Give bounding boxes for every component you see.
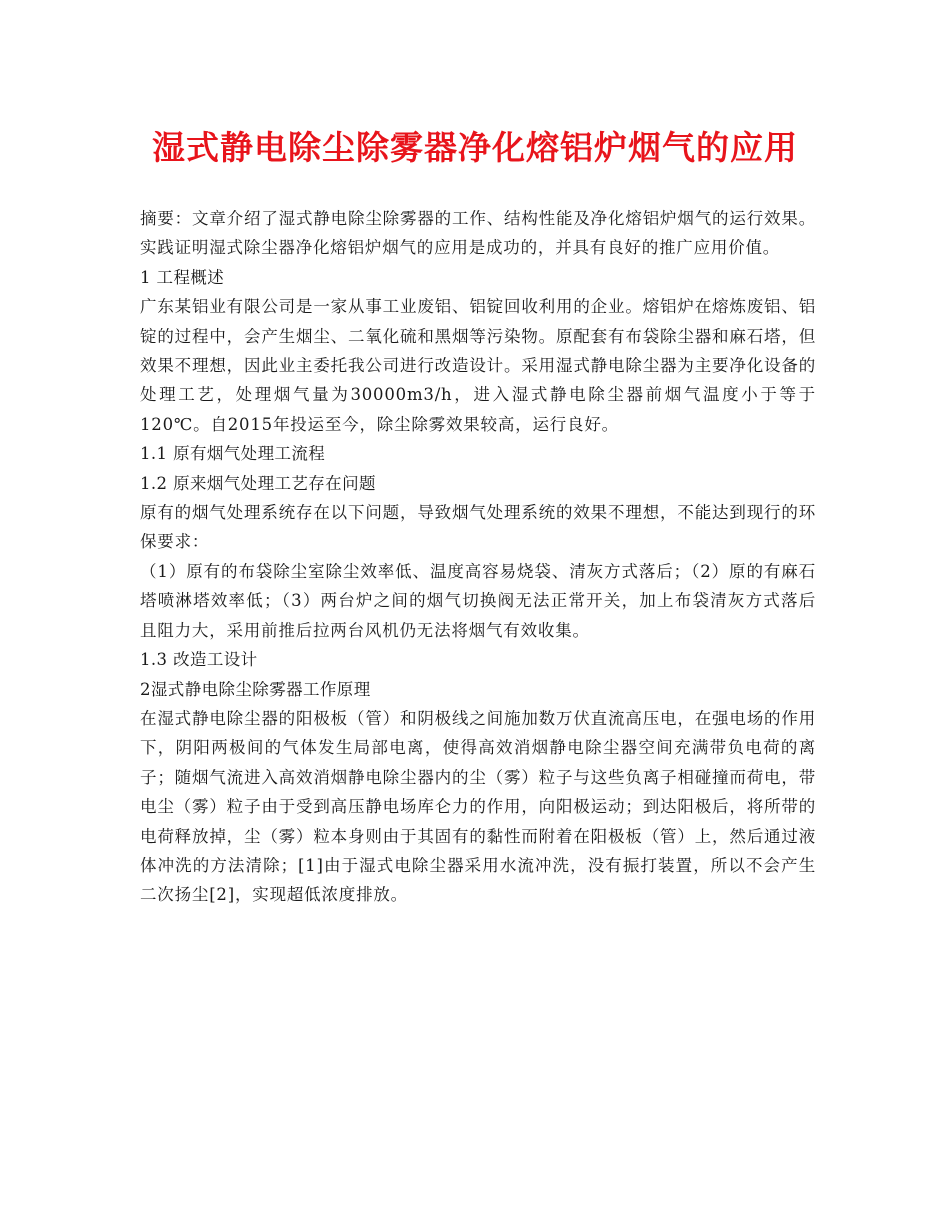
section-1-heading: 1 工程概述 [140,267,225,287]
section-2-heading: 2湿式静电除尘除雾器工作原理 [140,679,371,699]
section-1-2-heading: 1.2 原来烟气处理工艺存在问题 [140,473,376,493]
section-2-paragraph: 在湿式静电除尘器的阳极板（管）和阴极线之间施加数万伏直流高压电，在强电场的作用下，阴阳两极间的气体发生局部电离，使得高效消烟静电除尘器空间充满带负电荷的离子；随烟气流进入高效消烟静电除尘器内的尘（雾）粒子与这些负离子相碰撞而荷电，带电尘（雾）粒子由于受到高压静电场库仑力的作用，向阳极运动；到达阳极后，将所带的电荷释放掉，尘（雾）粒本身则由于其固有的黏性而附着在阳极板（管）上，然后通过液体冲洗的方法清除；[1]由于湿式电除尘器采用水流冲洗，没有振打装置，所以不会产生二次扬尘[2]，实现超低浓度排放。 [140,708,816,905]
section-1-paragraph: 广东某铝业有限公司是一家从事工业废铝、铝锭回收利用的企业。熔铝炉在熔炼废铝、铝锭的过程中，会产生烟尘、二氧化硫和黑烟等污染物。原配套有布袋除尘器和麻石塔，但效果不理想，因此业主委托我公司进行改造设计。采用湿式静电除尘器为主要净化设备的处理工艺，处理烟气量为30000m3/h，进入湿式静电除尘器前烟气温度小于等于120℃。自2015年投运至今，除尘除雾效果较高，运行良好。 [140,297,816,434]
section-1-3-heading: 1.3 改造工设计 [140,650,258,670]
section-1-2-items-paragraph: （1）原有的布袋除尘室除尘效率低、温度高容易烧袋、清灰方式落后；（2）原的有麻石塔喷淋塔效率低；（3）两台炉之间的烟气切换阀无法正常开关，加上布袋清灰方式落后且阻力大，采用前推后拉两台风机仍无法将烟气有效收集。 [140,561,816,640]
document-body [140,204,816,910]
document-title: 湿式静电除尘除雾器净化熔铝炉烟气的应用 [152,128,798,167]
section-1-2-intro-paragraph: 原有的烟气处理系统存在以下问题，导致烟气处理系统的效果不理想，不能达到现行的环保要求： [140,503,816,552]
section-1-1-heading: 1.1 原有烟气处理工流程 [140,444,326,464]
abstract-paragraph: 摘要：文章介绍了湿式静电除尘除雾器的工作、结构性能及净化熔铝炉烟气的运行效果。实践证明湿式除尘器净化熔铝炉烟气的应用是成功的，并具有良好的推广应用价值。 [140,209,816,258]
